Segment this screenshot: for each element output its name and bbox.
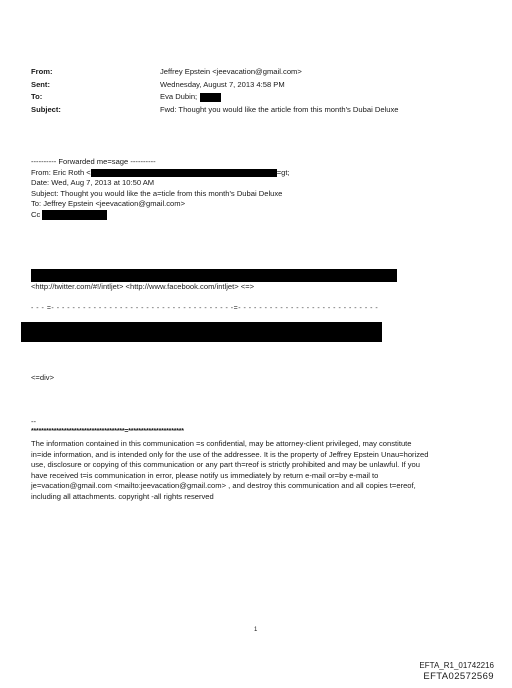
to-row — [31, 91, 399, 104]
forwarded-to: To: Jeffrey Epstein <jeevacation@gmail.com> — [31, 199, 186, 209]
forwarded-from — [31, 168, 290, 179]
page-number: 1 — [254, 627, 258, 633]
subject-label: Subject: — [31, 104, 61, 114]
div-tag-text: <=div> — [31, 373, 55, 382]
to-value: Eva Dubin; — [160, 92, 198, 102]
redaction-bar — [31, 269, 397, 282]
asterisk-separator: *************************************=********************** — [31, 428, 184, 435]
forwarded-cc-label: Cc — [31, 209, 41, 219]
to-label: To: — [31, 92, 43, 102]
sent-label: Sent: — [31, 79, 50, 89]
signature-dash: -- — [31, 417, 37, 426]
sent-row — [31, 79, 399, 92]
forwarded-cc — [31, 210, 290, 221]
forwarded-from-prefix: From: Eric Roth < — [31, 167, 91, 177]
subject-row — [31, 104, 399, 117]
bates-number-primary: EFTA_R1_01742216 — [419, 661, 494, 670]
social-links: <http://twitter.com/#!/intljet> <http://www.facebook.com/intljet> <=> — [31, 282, 255, 291]
from-label: From: — [31, 67, 53, 76]
forwarded-from-suffix: =gt; — [276, 167, 290, 177]
from-value: Jeffrey Epstein <jeevacation@gmail.com> — [160, 67, 302, 76]
forwarded-subject: Subject: Thought you would like the a=ticle from this month's Dubai Deluxe — [31, 188, 283, 198]
dash-separator: - - - =- - - - - - - - - - - - - - - - - - - - - - - - - - - - - - - - - - -=- - - - - - - - - - - - - - - - - - - - - - - - - - - — [31, 305, 379, 312]
redaction-bar — [42, 210, 107, 220]
redaction-bar — [200, 93, 221, 102]
forwarded-block — [31, 157, 290, 221]
subject-value: Fwd: Thought you would like the article from this month's Dubai Deluxe — [160, 104, 399, 114]
redaction-bar — [91, 169, 277, 177]
redaction-bar — [21, 322, 382, 342]
forwarded-banner: ---------- Forwarded me=sage ---------- — [31, 157, 156, 166]
email-header — [31, 66, 399, 116]
forwarded-date: Date: Wed, Aug 7, 2013 at 10:50 AM — [31, 178, 155, 188]
from-row — [31, 66, 399, 79]
bates-number-secondary: EFTA02572569 — [423, 671, 494, 682]
confidentiality-notice: The information contained in this communication =s confidential, may be attorney-client privileged, may constitute in=ide information, and is intended only for the use of the addressee. It is the property of Jeffrey Epstein Unau=horized use, disclosure or copying of this communication or any part th=reof is strictly prohibited and may be unlawful. If you have received t=is communication in error, please notify us immediately by return e-mail or=by e-mail to je=vacation@gmail.com <mailto:jeevacation@gmail.com> , and destroy this communication and all copies t=ereof, including all attachments. copyright -all rights reserved — [31, 439, 429, 501]
sent-value: Wednesday, August 7, 2013 4:58 PM — [160, 79, 285, 89]
